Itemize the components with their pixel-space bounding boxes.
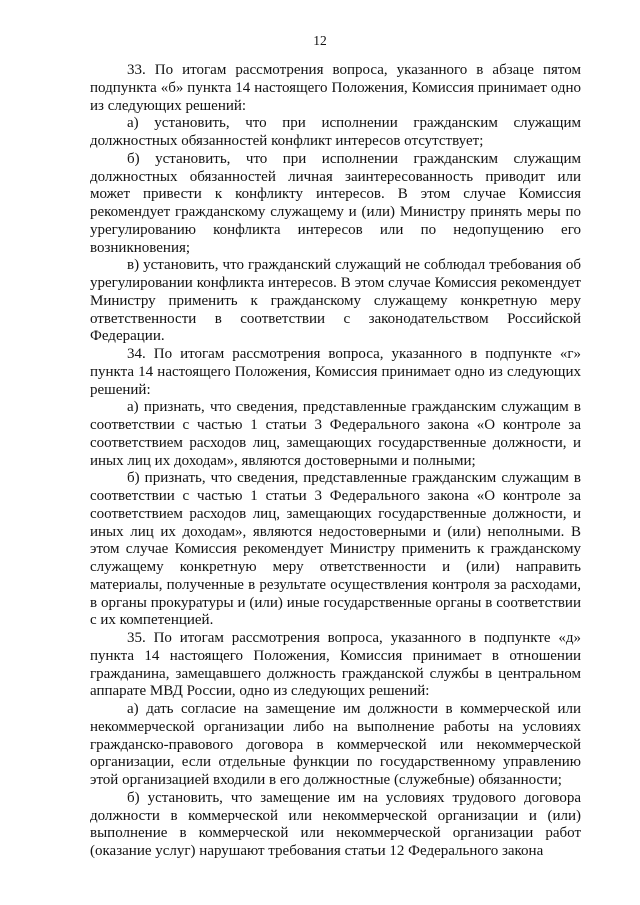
paragraph-33-a: а) установить, что при исполнении гражданским служащим должностных обязанностей конфликт интересов отсутствует; (90, 115, 581, 149)
paragraph-35-b: б) установить, что замещение им на условиях трудового договора должности в коммерческой или некоммерческой организации и (или) выполнение в коммерческой или некоммерческой организации работ (оказание услуг) нарушают требования статьи 12 Федерального закона (90, 789, 581, 859)
paragraph-34-a: а) признать, что сведения, представленные гражданским служащим в соответствии с частью 1 статьи 3 Федерального закона «О контроле за соответствием расходов лиц, замещающих государственные должности, и иных лиц их доходам», являются достоверными и полными; (90, 399, 581, 469)
paragraph-35-a: а) дать согласие на замещение им должности в коммерческой или некоммерческой организации либо на выполнение работы на условиях гражданско-правового договора в коммерческой или некоммерческой организации, если отдельные функции по государственному управлению этой организацией входили в его должностные (служебные) обязанности; (90, 701, 581, 788)
paragraph-35-intro: 35. По итогам рассмотрения вопроса, указанного в подпункте «д» пункта 14 настоящего Положения, Комиссия принимает в отношении гражданина, замещавшего должность гражданской службы в центральном аппарате МВД России, одно из следующих решений: (90, 630, 581, 700)
paragraph-34-b: б) признать, что сведения, представленные гражданским служащим в соответствии с частью 1 статьи 3 Федерального закона «О контроле за соответствием расходов лиц, замещающих государственные должности, и иных лиц их доходам», являются недостоверными и (или) неполными. В этом случае Комиссия рекомендует Министру применить к гражданскому служащему конкретную меру ответственности и (или) направить материалы, полученные в результате осуществления контроля за расходами, в органы прокуратуры и (или) иные государственные органы в соответствии с их компетенцией. (90, 470, 581, 629)
paragraph-34-intro: 34. По итогам рассмотрения вопроса, указанного в подпункте «г» пункта 14 настоящего Положения, Комиссия принимает одно из следующих решений: (90, 346, 581, 398)
paragraph-33-intro: 33. По итогам рассмотрения вопроса, указанного в абзаце пятом подпункта «б» пункта 14 настоящего Положения, Комиссия принимает одно из следующих решений: (90, 62, 581, 114)
paragraph-33-v: в) установить, что гражданский служащий не соблюдал требования об урегулировании конфликта интересов. В этом случае Комиссия рекомендует Министру применить к гражданскому служащему конкретную меру ответственности в соответствии с законодательством Российской Федерации. (90, 257, 581, 345)
paragraph-33-b: б) установить, что при исполнении гражданским служащим должностных обязанностей личная заинтересованность приводит или может привести к конфликту интересов. В этом случае Комиссия рекомендует гражданскому служащему и (или) Министру принять меры по урегулированию конфликта интересов или по недопущению его возникновения; (90, 150, 581, 256)
document-body (90, 62, 581, 861)
page-number: 12 (313, 33, 327, 48)
